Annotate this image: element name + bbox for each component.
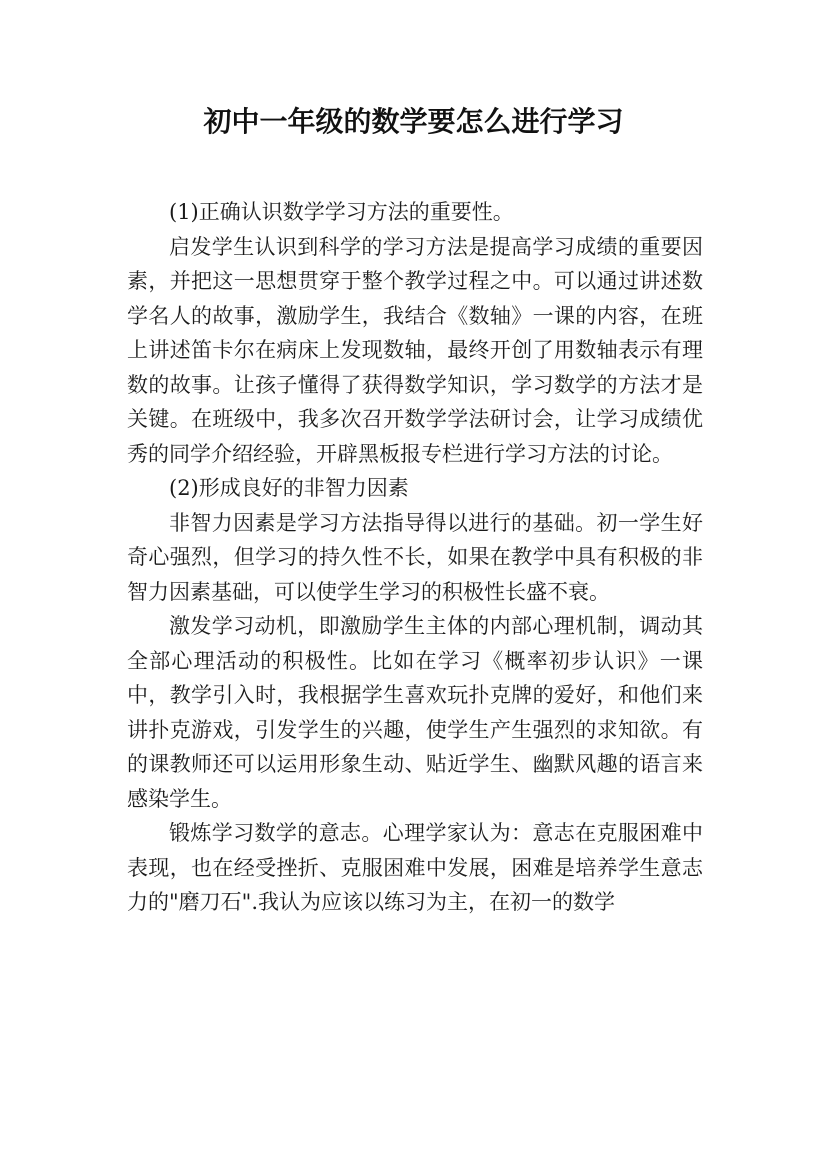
paragraph: 非智力因素是学习方法指导得以进行的基础。初一学生好奇心强烈，但学习的持久性不长，如果在教学中具有积极的非智力因素基础，可以使学生学习的积极性长盛不衰。	[127, 510, 703, 604]
paragraph: (1)正确认识数学学习方法的重要性。	[169, 200, 514, 224]
document-body	[127, 195, 703, 920]
paragraph: 激发学习动机，即激励学生主体的内部心理机制，调动其全部心理活动的积极性。比如在学习《概率初步认识》一课中，教学引入时，我根据学生喜欢玩扑克牌的爱好，和他们来讲扑克游戏，引发学生的兴趣，使学生产生强烈的求知欲。有的课教师还可以运用形象生动、贴近学生、幽默风趣的语言来感染学生。	[127, 614, 703, 811]
paragraph: (2)形成良好的非智力因素	[169, 476, 409, 500]
document-title: 初中一年级的数学要怎么进行学习	[203, 105, 624, 138]
paragraph: 锻炼学习数学的意志。心理学家认为：意志在克服困难中表现，也在经受挫折、克服困难中发展，困难是培养学生意志力的"磨刀石".我认为应该以练习为主，在初一的数学	[127, 821, 703, 914]
paragraph: 启发学生认识到科学的学习方法是提高学习成绩的重要因素，并把这一思想贯穿于整个教学过程之中。可以通过讲述数学名人的故事，激励学生，我结合《数轴》一课的内容，在班上讲述笛卡尔在病床上发现数轴，最终开创了用数轴表示有理数的故事。让孩子懂得了获得数学知识，学习数学的方法才是关键。在班级中，我多次召开数学学法研讨会，让学习成绩优秀的同学介绍经验，开辟黑板报专栏进行学习方法的讨论。	[127, 234, 703, 466]
